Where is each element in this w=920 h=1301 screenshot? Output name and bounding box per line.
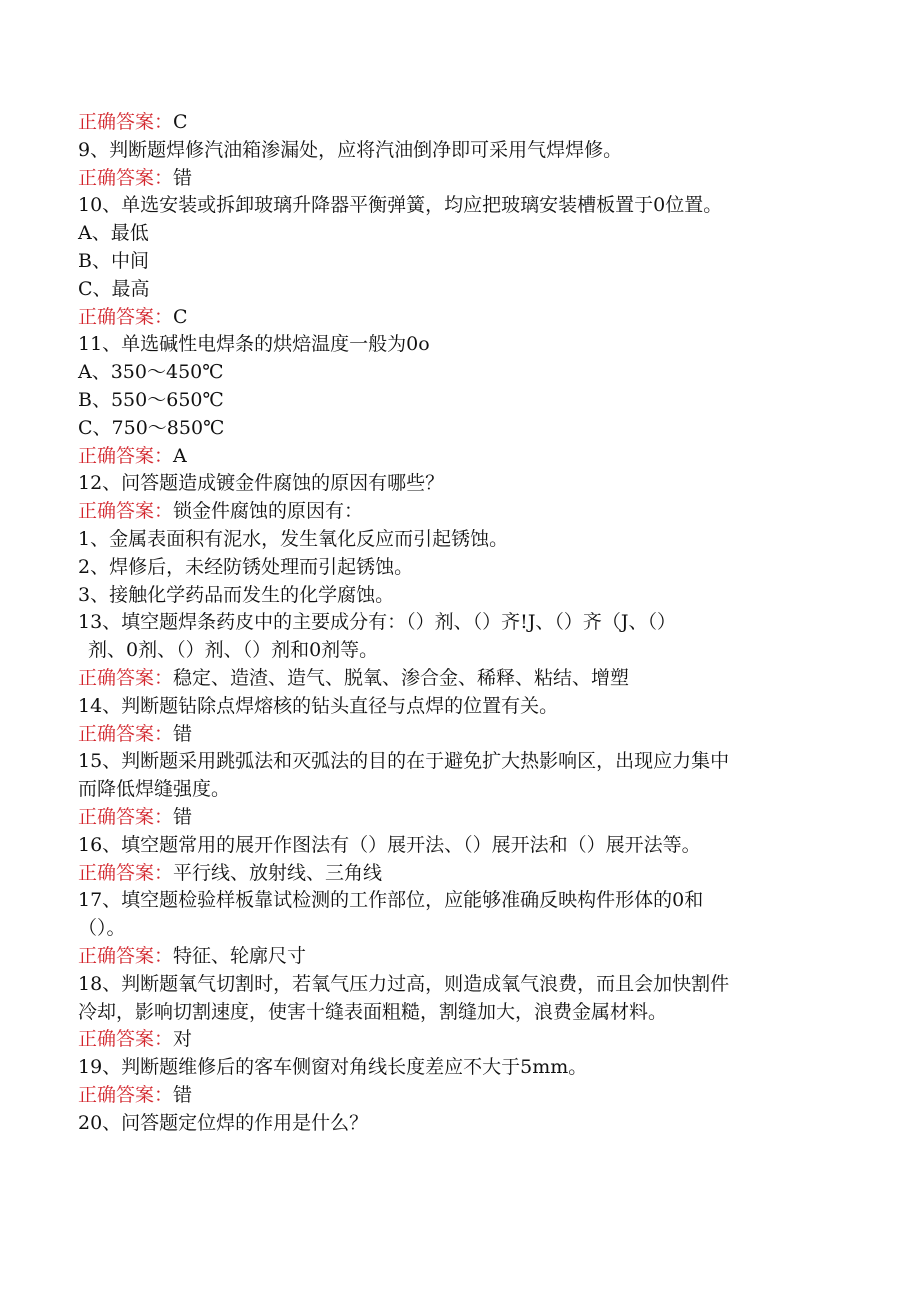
answer-label: 正确答案： <box>78 1028 174 1051</box>
text-line: 20、问答题定位焊的作用是什么？ <box>78 1111 369 1134</box>
text-line: 而降低焊缝强度。 <box>78 778 231 801</box>
answer-line <box>78 665 838 693</box>
answer-value: 锁金件腐蚀的原因有： <box>173 500 364 523</box>
answer-label: 正确答案： <box>78 944 174 967</box>
text-line: C、最高 <box>78 277 150 300</box>
text-line: 1、金属表面积有泥水，发生氧化反应而引起锈蚀。 <box>78 527 509 550</box>
text-line: 冷却，影响切割速度，使害十缝表面粗糙，割缝加大，浪费金属材料。 <box>78 1000 668 1023</box>
answer-value: C <box>173 111 188 133</box>
text-line: C、750～850℃ <box>78 416 225 439</box>
text-line: 17、填空题检验样板靠试检测的工作部位，应能够准确反映构件形体的0和 <box>78 889 704 912</box>
answer-value: 平行线、放射线、三角线 <box>173 861 383 884</box>
answer-line <box>78 304 838 332</box>
answer-line <box>78 165 838 193</box>
text-line: 19、判断题维修后的客车侧窗对角线长度差应不大于5mm。 <box>78 1056 588 1079</box>
text-line: A、350～450℃ <box>78 361 224 384</box>
text-line: 13、填空题焊条药皮中的主要成分有：（）剂、（）齐!J、（）齐（J、（） <box>78 611 677 634</box>
answer-label: 正确答案： <box>78 444 174 467</box>
answer-value: 对 <box>173 1028 193 1051</box>
answer-label: 正确答案： <box>78 666 174 689</box>
answer-label: 正确答案： <box>78 722 174 745</box>
text-line: B、550～650℃ <box>78 388 224 411</box>
text-line: 14、判断题钻除点焊熔核的钻头直径与点焊的位置有关。 <box>78 694 559 717</box>
answer-line <box>78 443 838 471</box>
answer-value: 错 <box>173 722 193 745</box>
answer-line <box>78 804 838 832</box>
answer-value: 错 <box>173 1083 193 1106</box>
text-line: 16、填空题常用的展开作图法有（）展开法、（）展开法和（）展开法等。 <box>78 833 701 856</box>
answer-value: 稳定、造渣、造气、脱氧、渗合金、稀释、粘结、增塑 <box>173 666 630 689</box>
text-line: 2、焊修后，未经防锈处理而引起锈蚀。 <box>78 555 414 578</box>
text-line: 3、接触化学药品而发生的化学腐蚀。 <box>78 583 395 606</box>
text-line: 18、判断题氧气切割时，若氧气压力过高，则造成氧气浪费，而且会加快割件 <box>78 972 730 995</box>
question-continuation: 剂、0剂、（）剂、（）剂和0剂等。 <box>88 639 379 662</box>
document-body <box>78 109 838 1137</box>
text-line: 15、判断题采用跳弧法和灭弧法的目的在于避免扩大热影响区，出现应力集中 <box>78 750 730 773</box>
answer-line <box>78 498 838 526</box>
answer-line <box>78 860 838 888</box>
text-line: A、最低 <box>78 222 149 245</box>
answer-label: 正确答案： <box>78 805 174 828</box>
text-line: 10、单选安装或拆卸玻璃升降器平衡弹簧，均应把玻璃安装槽板置于0位置。 <box>78 194 723 217</box>
text-line: B、中间 <box>78 249 149 272</box>
answer-label: 正确答案： <box>78 166 174 189</box>
text-line: 11、单选碱性电焊条的烘焙温度一般为0o <box>78 333 430 356</box>
answer-label: 正确答案： <box>78 861 174 884</box>
answer-line <box>78 109 838 137</box>
answer-value: A <box>173 444 187 467</box>
answer-value: C <box>173 305 188 328</box>
answer-line <box>78 1082 838 1110</box>
text-line: 12、问答题造成镀金件腐蚀的原因有哪些？ <box>78 472 445 495</box>
answer-line <box>78 721 838 749</box>
answer-value: 错 <box>173 166 193 189</box>
answer-line <box>78 943 838 971</box>
answer-label: 正确答案： <box>78 500 174 523</box>
answer-value: 特征、轮廓尺寸 <box>173 944 307 967</box>
answer-line <box>78 1026 838 1054</box>
answer-label: 正确答案： <box>78 1083 174 1106</box>
answer-label: 正确答案： <box>78 305 174 328</box>
answer-label: 正确答案： <box>78 111 174 133</box>
text-line: （）。 <box>78 917 126 940</box>
answer-value: 错 <box>173 805 193 828</box>
text-line: 9、判断题焊修汽油箱渗漏处，应将汽油倒净即可采用气焊焊修。 <box>78 138 623 161</box>
